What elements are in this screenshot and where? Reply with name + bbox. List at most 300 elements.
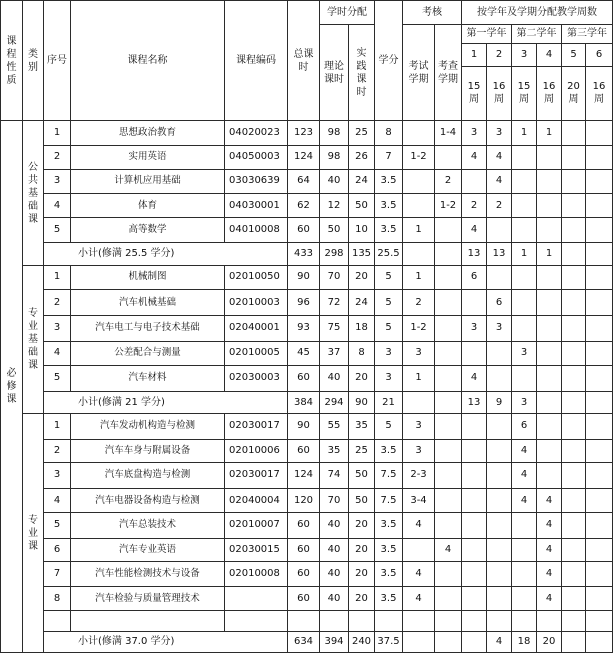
weekly-hours: 4: [512, 489, 537, 513]
credit: 3.5: [375, 218, 403, 242]
header-hours-group: 学时分配: [320, 1, 375, 25]
weekly-hours: [586, 462, 613, 488]
subtotal-row: [1, 242, 613, 265]
subtotal-label: 小计(修满 25.5 学分): [44, 242, 288, 265]
exam-term: 1-2: [403, 145, 435, 169]
credit: 5: [375, 290, 403, 316]
practice-hours: 20: [349, 587, 375, 611]
empty-cell: [487, 611, 512, 631]
total-hours: 60: [288, 538, 320, 561]
weekly-hours: [586, 121, 613, 145]
row-index: 7: [44, 561, 71, 586]
empty-cell: [435, 611, 462, 631]
subtotal-weekly-hours: 3: [512, 392, 537, 414]
credit: 3.5: [375, 561, 403, 586]
credit: 3.5: [375, 194, 403, 218]
table-row: [1, 414, 613, 439]
empty-cell: [403, 242, 435, 265]
total-hours: 60: [288, 561, 320, 586]
empty-cell: [225, 611, 288, 631]
weekly-hours: [512, 290, 537, 316]
weekly-hours: 4: [487, 169, 512, 193]
weekly-hours: [462, 290, 487, 316]
credit: 8: [375, 121, 403, 145]
weekly-hours: [487, 439, 512, 462]
row-index: 2: [44, 145, 71, 169]
weekly-hours: [537, 169, 562, 193]
header-year-3: 第三学年: [562, 25, 613, 44]
row-index: 8: [44, 587, 71, 611]
weekly-hours: [537, 265, 562, 289]
weekly-hours: 4: [537, 513, 562, 538]
course-name: 汽车电器设备构造与检测: [71, 489, 225, 513]
weekly-hours: [487, 218, 512, 242]
practice-hours: 20: [349, 513, 375, 538]
weekly-hours: [562, 341, 586, 365]
course-name: 公差配合与测量: [71, 341, 225, 365]
theory-hours: 35: [320, 439, 349, 462]
course-code: 02040001: [225, 316, 288, 341]
check-term: [435, 290, 462, 316]
check-term: [435, 462, 462, 488]
credit: 3.5: [375, 439, 403, 462]
weekly-hours: [586, 194, 613, 218]
weekly-hours: [487, 587, 512, 611]
subtotal-practice-hours: 240: [349, 631, 375, 652]
exam-term: [403, 538, 435, 561]
weekly-hours: [462, 513, 487, 538]
theory-hours: 37: [320, 341, 349, 365]
theory-hours: 98: [320, 121, 349, 145]
subtotal-weekly-hours: [562, 242, 586, 265]
weekly-hours: 2: [462, 194, 487, 218]
theory-hours: 50: [320, 218, 349, 242]
weekly-hours: [562, 365, 586, 391]
row-index: 5: [44, 218, 71, 242]
total-hours: 124: [288, 145, 320, 169]
header-weeks: 20周: [562, 66, 586, 121]
weekly-hours: [586, 365, 613, 391]
theory-hours: 40: [320, 587, 349, 611]
subtotal-credit: 21: [375, 392, 403, 414]
empty-cell: [462, 611, 487, 631]
practice-hours: 20: [349, 538, 375, 561]
course-name: 汽车车身与附属设备: [71, 439, 225, 462]
check-term: [435, 145, 462, 169]
weekly-hours: [512, 538, 537, 561]
header-term: 2: [487, 44, 512, 66]
course-code: 02010008: [225, 561, 288, 586]
subtotal-weekly-hours: [537, 392, 562, 414]
header-term: 4: [537, 44, 562, 66]
course-code: 04020023: [225, 121, 288, 145]
course-code: 02030003: [225, 365, 288, 391]
exam-term: 4: [403, 587, 435, 611]
exam-term: 3: [403, 439, 435, 462]
check-term: [435, 513, 462, 538]
total-hours: 60: [288, 439, 320, 462]
check-term: [435, 439, 462, 462]
exam-term: 1: [403, 218, 435, 242]
weekly-hours: [586, 414, 613, 439]
weekly-hours: [562, 145, 586, 169]
row-index: 5: [44, 513, 71, 538]
credit: 3: [375, 341, 403, 365]
header-exam-term: 考试学期: [403, 25, 435, 121]
course-code: 02030017: [225, 462, 288, 488]
weekly-hours: [462, 341, 487, 365]
exam-term: 1-2: [403, 316, 435, 341]
weekly-hours: [462, 462, 487, 488]
total-hours: 123: [288, 121, 320, 145]
weekly-hours: [562, 587, 586, 611]
subtotal-weekly-hours: 1: [537, 242, 562, 265]
weekly-hours: [487, 561, 512, 586]
check-term: [435, 218, 462, 242]
subtotal-total-hours: 433: [288, 242, 320, 265]
table-row: [1, 513, 613, 538]
course-code: 02010005: [225, 341, 288, 365]
weekly-hours: 3: [487, 121, 512, 145]
credit: 3: [375, 365, 403, 391]
weekly-hours: [562, 194, 586, 218]
subtotal-weekly-hours: 18: [512, 631, 537, 652]
course-name: 汽车电工与电子技术基础: [71, 316, 225, 341]
subtotal-label: 小计(修满 37.0 学分): [44, 631, 288, 652]
theory-hours: 40: [320, 538, 349, 561]
theory-hours: 74: [320, 462, 349, 488]
credit: 7.5: [375, 462, 403, 488]
check-term: [435, 316, 462, 341]
weekly-hours: 3: [512, 341, 537, 365]
check-term: [435, 341, 462, 365]
weekly-hours: [487, 365, 512, 391]
total-hours: 60: [288, 218, 320, 242]
credit: 7.5: [375, 489, 403, 513]
exam-term: 1: [403, 365, 435, 391]
header-index: 序号: [44, 1, 71, 121]
row-index: 2: [44, 290, 71, 316]
subtotal-weekly-hours: [586, 631, 613, 652]
total-hours: 64: [288, 169, 320, 193]
row-index: 4: [44, 489, 71, 513]
course-name: 高等数学: [71, 218, 225, 242]
weekly-hours: [462, 169, 487, 193]
header-term: 5: [562, 44, 586, 66]
weekly-hours: [487, 265, 512, 289]
header-total-hours: 总课时: [288, 1, 320, 121]
header-practice-hours: 实践课时: [349, 25, 375, 121]
weekly-hours: [512, 561, 537, 586]
total-hours: 90: [288, 414, 320, 439]
header-course-name: 课程名称: [71, 1, 225, 121]
exam-term: 4: [403, 561, 435, 586]
total-hours: 60: [288, 513, 320, 538]
check-term: [435, 265, 462, 289]
weekly-hours: [562, 462, 586, 488]
row-index: 1: [44, 265, 71, 289]
weekly-hours: [512, 145, 537, 169]
theory-hours: 75: [320, 316, 349, 341]
weekly-hours: [512, 316, 537, 341]
weekly-hours: [537, 290, 562, 316]
weekly-hours: [462, 587, 487, 611]
credit: 3.5: [375, 513, 403, 538]
total-hours: 124: [288, 462, 320, 488]
weekly-hours: [586, 290, 613, 316]
header-weeks: 16周: [586, 66, 613, 121]
table-row: [1, 365, 613, 391]
weekly-hours: [537, 145, 562, 169]
total-hours: 93: [288, 316, 320, 341]
course-name: 汽车检验与质量管理技术: [71, 587, 225, 611]
weekly-hours: [586, 316, 613, 341]
weekly-hours: 1: [537, 121, 562, 145]
weekly-hours: [537, 218, 562, 242]
exam-term: 1: [403, 265, 435, 289]
header-term: 1: [462, 44, 487, 66]
course-name: 汽车底盘构造与检测: [71, 462, 225, 488]
credit: 5: [375, 414, 403, 439]
weekly-hours: 4: [487, 145, 512, 169]
exam-term: 2: [403, 290, 435, 316]
subtotal-weekly-hours: 13: [462, 242, 487, 265]
row-index: 1: [44, 414, 71, 439]
row-index: 2: [44, 439, 71, 462]
practice-hours: 50: [349, 489, 375, 513]
subtotal-credit: 25.5: [375, 242, 403, 265]
course-code: 02010006: [225, 439, 288, 462]
exam-term: 2-3: [403, 462, 435, 488]
course-name: 计算机应用基础: [71, 169, 225, 193]
table-row: [1, 439, 613, 462]
course-name: 机械制图: [71, 265, 225, 289]
table-row: [1, 587, 613, 611]
weekly-hours: [562, 561, 586, 586]
exam-term: 3: [403, 414, 435, 439]
subtotal-practice-hours: 90: [349, 392, 375, 414]
subtotal-weekly-hours: [586, 242, 613, 265]
weekly-hours: 4: [462, 365, 487, 391]
theory-hours: 40: [320, 365, 349, 391]
empty-cell: [71, 611, 225, 631]
empty-cell: [320, 611, 349, 631]
row-index: 1: [44, 121, 71, 145]
empty-cell: [562, 611, 586, 631]
check-term: [435, 365, 462, 391]
practice-hours: 24: [349, 290, 375, 316]
subtotal-weekly-hours: [462, 631, 487, 652]
subtotal-weekly-hours: [586, 392, 613, 414]
check-term: [435, 414, 462, 439]
weekly-hours: 4: [537, 587, 562, 611]
weekly-hours: [462, 414, 487, 439]
weekly-hours: [586, 145, 613, 169]
course-code: [225, 587, 288, 611]
weekly-hours: [487, 538, 512, 561]
subtotal-total-hours: 384: [288, 392, 320, 414]
practice-hours: 25: [349, 121, 375, 145]
subtotal-weekly-hours: [562, 631, 586, 652]
table-row: [1, 218, 613, 242]
check-term: [435, 561, 462, 586]
subtotal-credit: 37.5: [375, 631, 403, 652]
weekly-hours: 2: [487, 194, 512, 218]
empty-cell: [403, 392, 435, 414]
category-label: 专业课: [23, 414, 44, 653]
row-index: 6: [44, 538, 71, 561]
subtotal-theory-hours: 294: [320, 392, 349, 414]
weekly-hours: [537, 316, 562, 341]
course-name: 汽车总装技术: [71, 513, 225, 538]
subtotal-row: [1, 392, 613, 414]
credit: 3.5: [375, 169, 403, 193]
subtotal-practice-hours: 135: [349, 242, 375, 265]
weekly-hours: [562, 316, 586, 341]
weekly-hours: 6: [512, 414, 537, 439]
theory-hours: 40: [320, 169, 349, 193]
course-code: 03030639: [225, 169, 288, 193]
table-row: [1, 561, 613, 586]
subtotal-weekly-hours: 20: [537, 631, 562, 652]
subtotal-total-hours: 634: [288, 631, 320, 652]
header-nature: 课程性质: [1, 1, 23, 121]
weekly-hours: [586, 587, 613, 611]
weekly-hours: [462, 538, 487, 561]
table-row: [1, 145, 613, 169]
check-term: 4: [435, 538, 462, 561]
weekly-hours: [512, 194, 537, 218]
weekly-hours: [537, 414, 562, 439]
course-name: 实用英语: [71, 145, 225, 169]
practice-hours: 50: [349, 194, 375, 218]
weekly-hours: [537, 194, 562, 218]
empty-cell: [537, 611, 562, 631]
header-exam-group: 考核: [403, 1, 462, 25]
credit: 5: [375, 316, 403, 341]
course-code: 04010008: [225, 218, 288, 242]
weekly-hours: [586, 169, 613, 193]
course-nature-label: 必修课: [1, 121, 23, 653]
weekly-hours: [586, 538, 613, 561]
table-row: [1, 489, 613, 513]
weekly-hours: 3: [462, 316, 487, 341]
table-row: [1, 316, 613, 341]
subtotal-theory-hours: 298: [320, 242, 349, 265]
header-weeks: 15周: [512, 66, 537, 121]
theory-hours: 70: [320, 265, 349, 289]
weekly-hours: [462, 489, 487, 513]
table-row: [1, 462, 613, 488]
subtotal-weekly-hours: 1: [512, 242, 537, 265]
course-name: 体育: [71, 194, 225, 218]
course-code: 02010050: [225, 265, 288, 289]
exam-term: [403, 194, 435, 218]
theory-hours: 40: [320, 561, 349, 586]
check-term: [435, 489, 462, 513]
weekly-hours: [562, 439, 586, 462]
credit: 3.5: [375, 587, 403, 611]
course-code: 02010007: [225, 513, 288, 538]
exam-term: 3: [403, 341, 435, 365]
empty-cell: [403, 631, 435, 652]
check-term: [435, 587, 462, 611]
weekly-hours: 3: [462, 121, 487, 145]
practice-hours: 25: [349, 439, 375, 462]
subtotal-row: [1, 631, 613, 652]
practice-hours: 24: [349, 169, 375, 193]
theory-hours: 55: [320, 414, 349, 439]
course-code: 02030017: [225, 414, 288, 439]
exam-term: [403, 121, 435, 145]
course-name: 汽车发动机构造与检测: [71, 414, 225, 439]
theory-hours: 72: [320, 290, 349, 316]
theory-hours: 98: [320, 145, 349, 169]
weekly-hours: [586, 561, 613, 586]
header-weeks: 15周: [462, 66, 487, 121]
check-term: 1-4: [435, 121, 462, 145]
weekly-hours: [487, 489, 512, 513]
weekly-hours: [586, 439, 613, 462]
row-index: 3: [44, 169, 71, 193]
weekly-hours: 3: [487, 316, 512, 341]
theory-hours: 70: [320, 489, 349, 513]
row-index: 4: [44, 194, 71, 218]
table-row: [1, 538, 613, 561]
weekly-hours: [562, 414, 586, 439]
subtotal-weekly-hours: 9: [487, 392, 512, 414]
weekly-hours: [462, 439, 487, 462]
weekly-hours: [586, 218, 613, 242]
weekly-hours: [512, 169, 537, 193]
total-hours: 120: [288, 489, 320, 513]
subtotal-weekly-hours: 4: [487, 631, 512, 652]
row-index: 4: [44, 341, 71, 365]
empty-cell: [512, 611, 537, 631]
course-code: 04030001: [225, 194, 288, 218]
weekly-hours: [537, 365, 562, 391]
course-name: 思想政治教育: [71, 121, 225, 145]
empty-cell: [349, 611, 375, 631]
empty-cell: [375, 611, 403, 631]
weekly-hours: [487, 414, 512, 439]
weekly-hours: [487, 513, 512, 538]
weekly-hours: [562, 290, 586, 316]
empty-cell: [403, 611, 435, 631]
weekly-hours: [562, 489, 586, 513]
weekly-hours: [586, 489, 613, 513]
row-index: 3: [44, 316, 71, 341]
weekly-hours: [562, 265, 586, 289]
header-weeks: 16周: [487, 66, 512, 121]
weekly-hours: 4: [537, 561, 562, 586]
weekly-hours: 4: [537, 489, 562, 513]
practice-hours: 50: [349, 462, 375, 488]
header-check-term: 考查学期: [435, 25, 462, 121]
practice-hours: 20: [349, 365, 375, 391]
row-index: 3: [44, 462, 71, 488]
blank-row: [1, 611, 613, 631]
subtotal-weekly-hours: 13: [487, 242, 512, 265]
weekly-hours: [512, 265, 537, 289]
weekly-hours: 4: [512, 439, 537, 462]
practice-hours: 10: [349, 218, 375, 242]
check-term: 2: [435, 169, 462, 193]
weekly-hours: [586, 513, 613, 538]
course-name: 汽车材料: [71, 365, 225, 391]
empty-cell: [586, 611, 613, 631]
weekly-hours: 6: [487, 290, 512, 316]
